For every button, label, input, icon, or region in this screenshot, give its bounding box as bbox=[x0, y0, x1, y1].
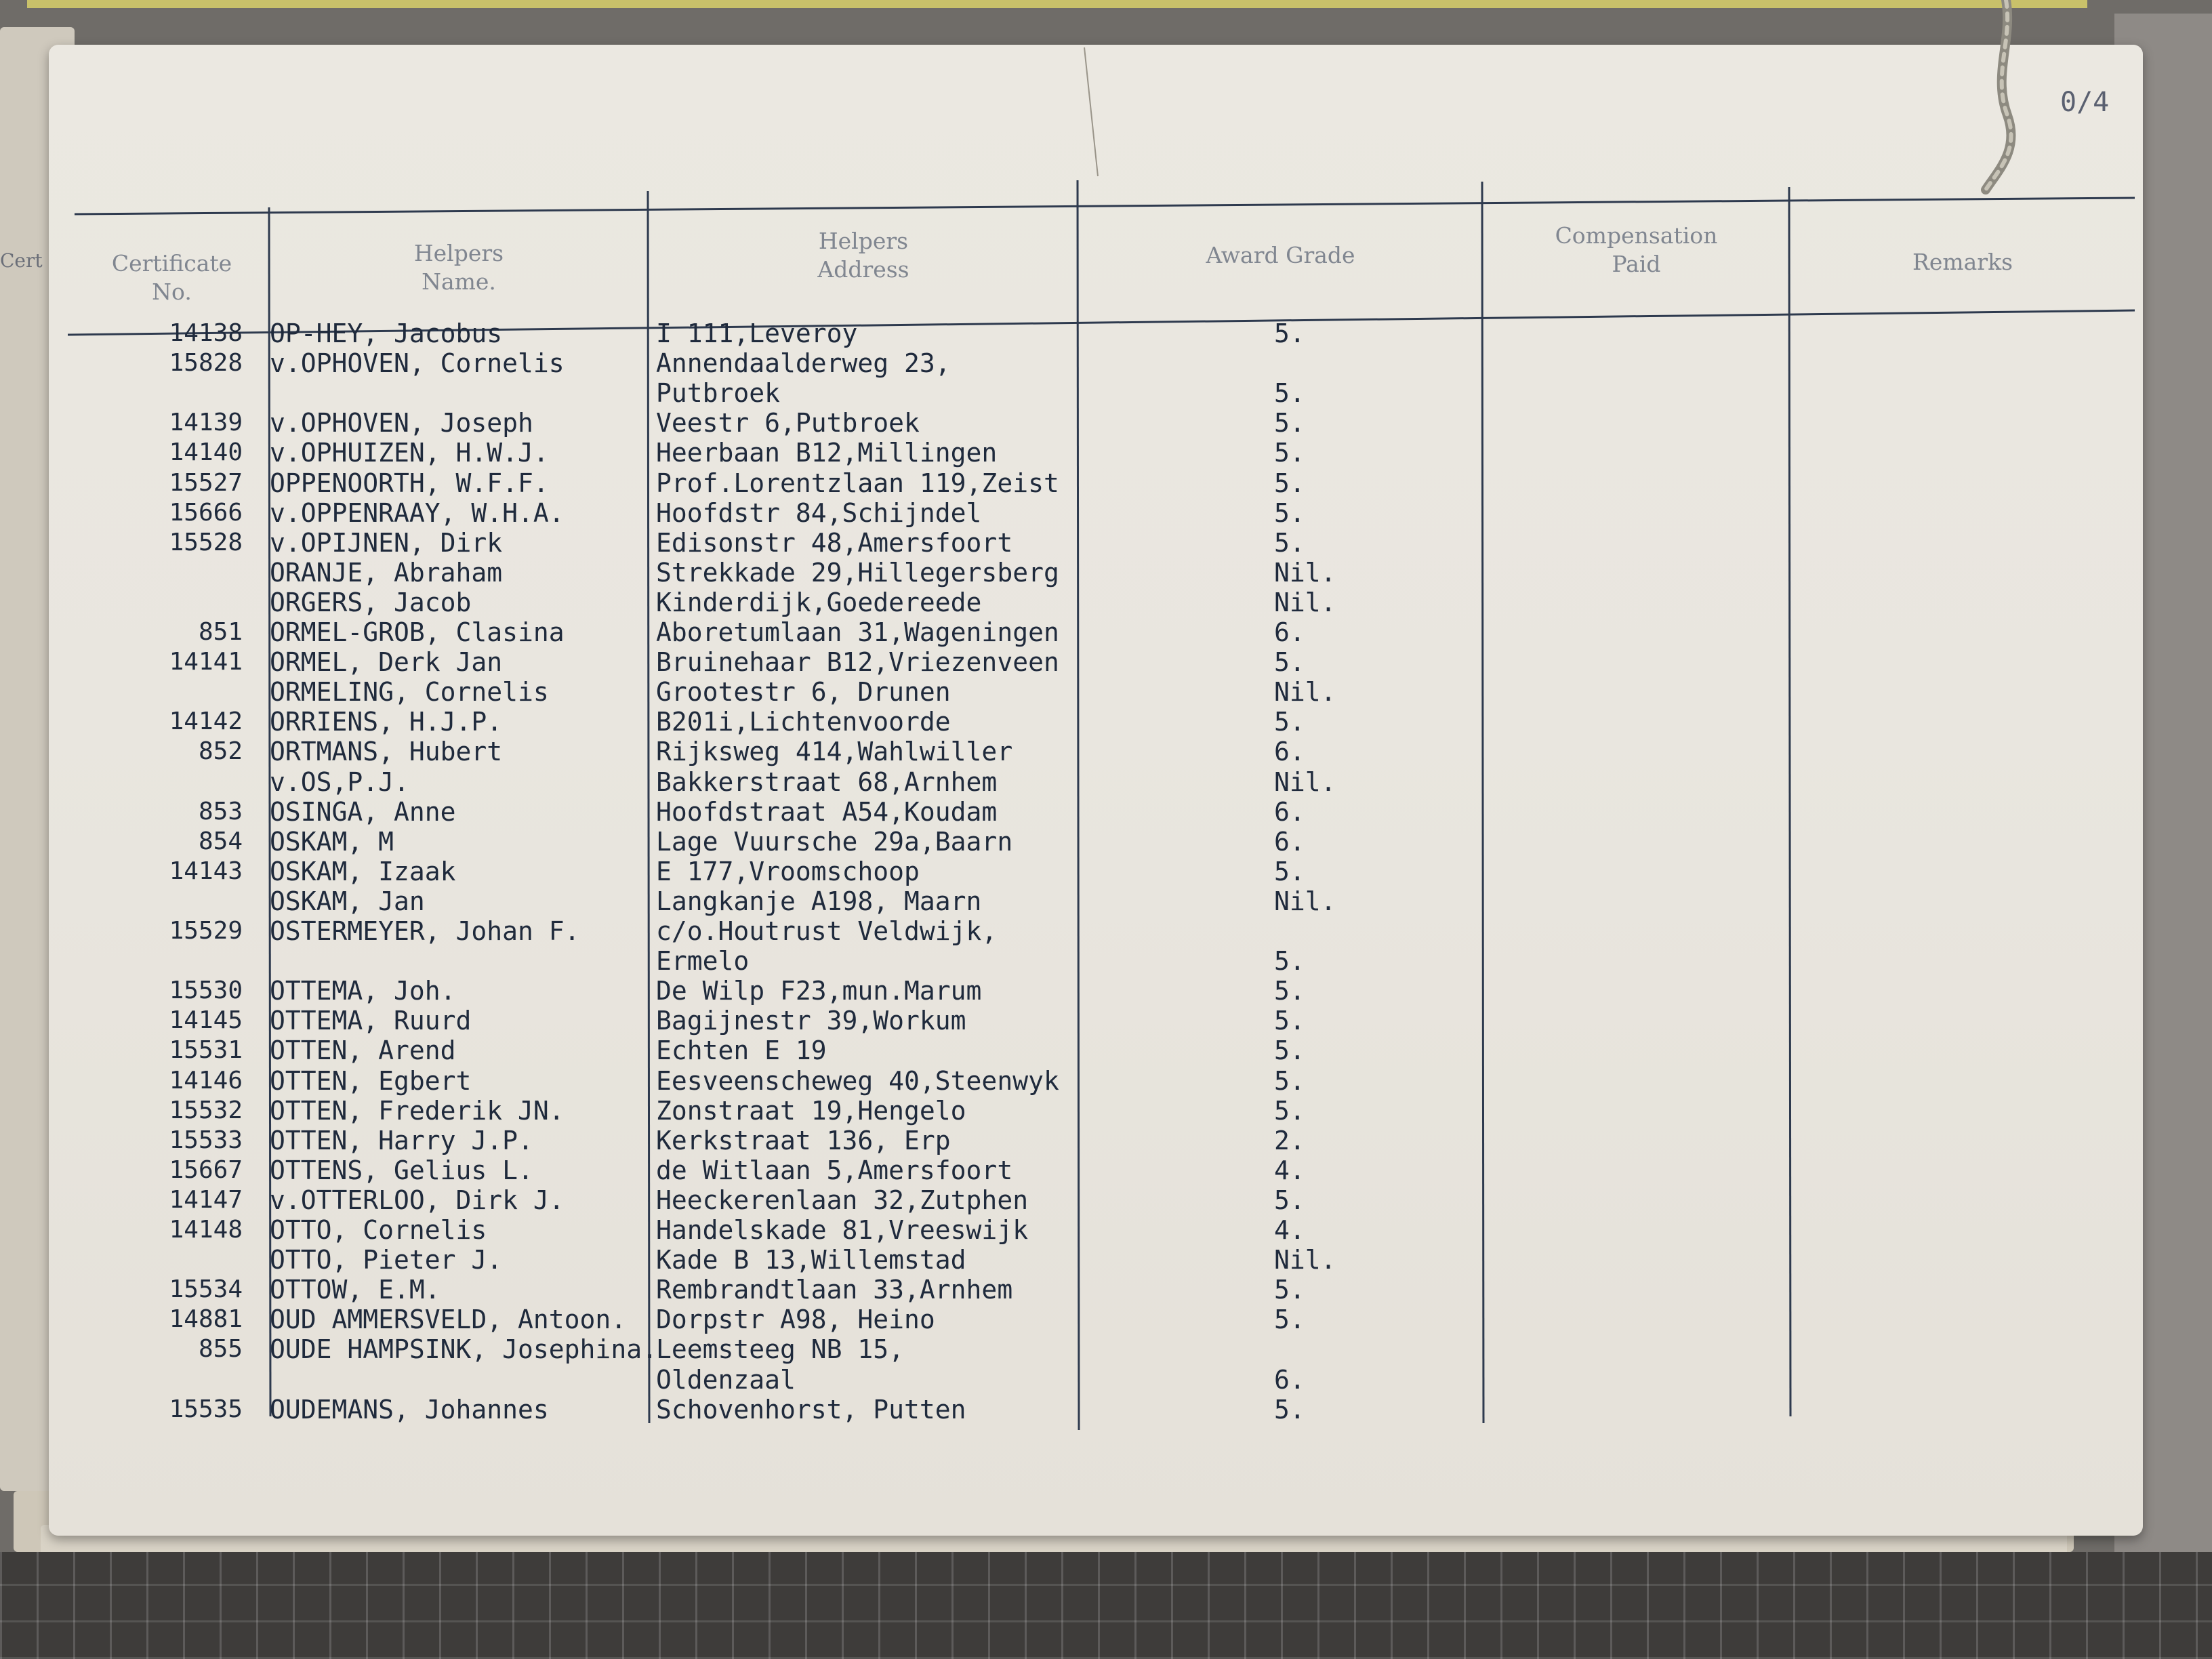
award-grade: 5. bbox=[1274, 647, 1305, 678]
helper-name: v.OPHOVEN, Joseph bbox=[270, 408, 533, 438]
helper-address: Veestr 6,Putbroek bbox=[656, 408, 920, 438]
header-line: Remarks bbox=[1912, 249, 2013, 275]
award-grade: 5. bbox=[1274, 1305, 1305, 1335]
helper-name: OUDEMANS, Johannes bbox=[270, 1394, 549, 1425]
helper-address: Bakkerstraat 68,Arnhem bbox=[656, 766, 998, 797]
table-row bbox=[0, 1155, 1423, 1185]
header-compensation-paid bbox=[1483, 220, 1789, 281]
award-grade: 5. bbox=[1274, 1006, 1305, 1036]
award-grade: 5. bbox=[1274, 976, 1305, 1006]
helper-name: OUD AMMERSVELD, Antoon. bbox=[270, 1305, 627, 1335]
award-grade: 5. bbox=[1274, 1185, 1305, 1215]
helper-address: Eesveenscheweg 40,Steenwyk bbox=[656, 1065, 1059, 1096]
helper-name: v.OTTERLOO, Dirk J. bbox=[270, 1185, 565, 1215]
helper-name: OTTEN, Harry J.P. bbox=[270, 1125, 533, 1155]
cert-number: 14142 bbox=[169, 708, 243, 736]
previous-page-column-fragment: Cert bbox=[0, 249, 43, 272]
helper-name: OSTERMEYER, Johan F. bbox=[270, 916, 580, 946]
table-row bbox=[0, 348, 1423, 378]
header-line: Award Grade bbox=[1206, 242, 1355, 268]
helper-name: OSKAM, Izaak bbox=[270, 856, 456, 886]
helper-address: c/o.Houtrust Veldwijk, bbox=[656, 916, 998, 946]
award-grade: Nil. bbox=[1274, 886, 1336, 916]
helper-address: Edisonstr 48,Amersfoort bbox=[656, 527, 1013, 558]
helper-address: Lage Vuursche 29a,Baarn bbox=[656, 826, 1013, 857]
helper-name: OUDE HAMPSINK, Josephina. bbox=[270, 1334, 657, 1365]
cert-number: 14141 bbox=[169, 648, 243, 676]
helper-name: OSKAM, Jan bbox=[270, 886, 425, 916]
table-row bbox=[0, 946, 1423, 976]
helper-name: v.OPPENRAAY, W.H.A. bbox=[270, 497, 565, 528]
helper-address: Handelskade 81,Vreeswijk bbox=[656, 1215, 1029, 1245]
table-row bbox=[0, 558, 1423, 588]
helper-name: OPPENOORTH, W.F.F. bbox=[270, 468, 549, 498]
header-line: Address bbox=[817, 256, 909, 283]
helper-name: OTTEMA, Ruurd bbox=[270, 1006, 472, 1036]
helper-address: B201i,Lichtenvoorde bbox=[656, 707, 951, 737]
cert-number: 851 bbox=[198, 618, 243, 646]
helper-name: OTTEMA, Joh. bbox=[270, 976, 456, 1006]
table-row bbox=[0, 737, 1423, 766]
helper-address: Kerkstraat 136, Erp bbox=[656, 1125, 951, 1155]
cert-number: 14146 bbox=[169, 1066, 243, 1094]
table-row bbox=[0, 588, 1423, 617]
helper-name: v.OPHOVEN, Cornelis bbox=[270, 348, 565, 379]
cert-number: 15534 bbox=[169, 1275, 243, 1304]
table-row bbox=[0, 1036, 1423, 1065]
helper-address: Kade B 13,Willemstad bbox=[656, 1245, 966, 1275]
helper-name: ORANJE, Abraham bbox=[270, 557, 503, 588]
helper-address: Echten E 19 bbox=[656, 1036, 827, 1066]
award-grade: 2. bbox=[1274, 1125, 1305, 1155]
helper-address: Leemsteeg NB 15, bbox=[656, 1334, 905, 1365]
award-grade: 5. bbox=[1274, 438, 1305, 468]
award-grade: 5. bbox=[1274, 527, 1305, 558]
header-line: Name. bbox=[422, 268, 496, 295]
table-row bbox=[0, 1006, 1423, 1036]
header-certificate-no bbox=[75, 244, 269, 312]
helper-address: Aboretumlaan 31,Wageningen bbox=[656, 617, 1059, 647]
helper-address: Ermelo bbox=[656, 946, 750, 977]
award-grade: 4. bbox=[1274, 1155, 1305, 1185]
award-grade: Nil. bbox=[1274, 557, 1336, 588]
cert-number: 15528 bbox=[169, 528, 243, 556]
helper-name: ORRIENS, H.J.P. bbox=[270, 707, 503, 737]
helper-address: Oldenzaal bbox=[656, 1364, 796, 1395]
helper-name: ORMEL-GROB, Clasina bbox=[270, 617, 565, 647]
award-grade: 5. bbox=[1274, 1275, 1305, 1305]
cert-number: 14881 bbox=[169, 1305, 243, 1334]
table-row bbox=[0, 1334, 1423, 1364]
helper-name: ORGERS, Jacob bbox=[270, 587, 472, 617]
helper-name: OP-HEY, Jacobus bbox=[270, 319, 503, 348]
helper-name: ORTMANS, Hubert bbox=[270, 737, 503, 767]
cert-number: 852 bbox=[198, 737, 243, 766]
table-row bbox=[0, 319, 1423, 348]
header-line: No. bbox=[152, 279, 192, 305]
award-grade: 6. bbox=[1274, 796, 1305, 827]
helper-name: OSINGA, Anne bbox=[270, 796, 456, 827]
header-line: Certificate bbox=[111, 250, 232, 276]
table-row bbox=[0, 528, 1423, 558]
helper-address: Annendaalderweg 23, bbox=[656, 348, 951, 379]
award-grade: Nil. bbox=[1274, 587, 1336, 617]
award-grade: 5. bbox=[1274, 319, 1305, 348]
cert-number: 14139 bbox=[169, 409, 243, 437]
award-grade: 6. bbox=[1274, 1364, 1305, 1395]
table-row bbox=[0, 1245, 1423, 1275]
helper-name: OTTO, Pieter J. bbox=[270, 1245, 503, 1275]
header-remarks bbox=[1790, 245, 2135, 279]
award-grade: 5. bbox=[1274, 707, 1305, 737]
award-grade: 5. bbox=[1274, 497, 1305, 528]
helper-name: OSKAM, M bbox=[270, 826, 394, 857]
cert-number: 15529 bbox=[169, 917, 243, 945]
helper-name: OTTEN, Frederik JN. bbox=[270, 1095, 565, 1126]
cert-number: 15531 bbox=[169, 1036, 243, 1065]
award-grade: Nil. bbox=[1274, 677, 1336, 708]
helper-address: E 177,Vroomschoop bbox=[656, 856, 920, 886]
cert-number: 14140 bbox=[169, 438, 243, 467]
header-line: Paid bbox=[1612, 251, 1661, 277]
cert-number: 14147 bbox=[169, 1185, 243, 1214]
helper-address: Grootestr 6, Drunen bbox=[656, 677, 951, 708]
award-grade: 5. bbox=[1274, 468, 1305, 498]
cert-number: 854 bbox=[198, 827, 243, 855]
helper-name: OTTOW, E.M. bbox=[270, 1275, 441, 1305]
helper-name: v.OPHUIZEN, H.W.J. bbox=[270, 438, 549, 468]
helper-address: Rijksweg 414,Wahlwiller bbox=[656, 737, 1013, 767]
table-row bbox=[0, 1305, 1423, 1334]
table-row bbox=[0, 1066, 1423, 1096]
header-line: Helpers bbox=[413, 240, 504, 266]
helper-name: ORMEL, Derk Jan bbox=[270, 647, 503, 678]
table-row bbox=[0, 617, 1423, 647]
helper-address: Dorpstr A98, Heino bbox=[656, 1305, 935, 1335]
award-grade: 5. bbox=[1274, 1394, 1305, 1425]
table-row bbox=[0, 916, 1423, 946]
award-grade: Nil. bbox=[1274, 766, 1336, 797]
award-grade: 5. bbox=[1274, 378, 1305, 409]
cert-number: 15527 bbox=[169, 468, 243, 497]
table-row bbox=[0, 707, 1423, 737]
helper-address: Heeckerenlaan 32,Zutphen bbox=[656, 1185, 1029, 1215]
helper-address: I 111,Leveroy bbox=[656, 319, 858, 348]
table-row bbox=[0, 1395, 1423, 1425]
award-grade: 4. bbox=[1274, 1215, 1305, 1245]
cert-number: 14143 bbox=[169, 857, 243, 885]
award-grade: 5. bbox=[1274, 856, 1305, 886]
table-row bbox=[0, 677, 1423, 707]
helper-address: Bruinehaar B12,Vriezenveen bbox=[656, 647, 1059, 678]
helper-name: OTTEN, Egbert bbox=[270, 1065, 472, 1096]
cert-number: 14145 bbox=[169, 1006, 243, 1035]
helper-address: Kinderdijk,Goedereede bbox=[656, 587, 982, 617]
table-row bbox=[0, 468, 1423, 498]
helper-address: Prof.Lorentzlaan 119,Zeist bbox=[656, 468, 1059, 498]
helper-address: De Wilp F23,mun.Marum bbox=[656, 976, 982, 1006]
helper-address: Zonstraat 19,Hengelo bbox=[656, 1095, 966, 1126]
header-helpers-address bbox=[649, 225, 1078, 286]
table-row bbox=[0, 378, 1423, 408]
award-grade: Nil. bbox=[1274, 1245, 1336, 1275]
table-row bbox=[0, 408, 1423, 438]
award-grade: 5. bbox=[1274, 1065, 1305, 1096]
table-row bbox=[0, 1185, 1423, 1215]
header-award-grade bbox=[1079, 239, 1482, 272]
table-row bbox=[0, 857, 1423, 886]
helper-address: Hoofdstr 84,Schijndel bbox=[656, 497, 982, 528]
cert-number: 14148 bbox=[169, 1216, 243, 1244]
header-line: Compensation bbox=[1555, 222, 1718, 249]
helper-address: Bagijnestr 39,Workum bbox=[656, 1006, 966, 1036]
helper-name: ORMELING, Cornelis bbox=[270, 677, 549, 708]
table-row bbox=[0, 1215, 1423, 1245]
header-line: Helpers bbox=[818, 228, 909, 254]
award-grade: 6. bbox=[1274, 826, 1305, 857]
helper-name: OTTENS, Gelius L. bbox=[270, 1155, 533, 1185]
table-row bbox=[0, 498, 1423, 528]
award-grade: 5. bbox=[1274, 1036, 1305, 1066]
helper-address: Schovenhorst, Putten bbox=[656, 1394, 966, 1425]
helper-address: Heerbaan B12,Millingen bbox=[656, 438, 998, 468]
table-row bbox=[0, 886, 1423, 916]
helper-address: Hoofdstraat A54,Koudam bbox=[656, 796, 998, 827]
table-row bbox=[0, 438, 1423, 468]
helper-name: OTTO, Cornelis bbox=[270, 1215, 487, 1245]
cert-number: 15535 bbox=[169, 1395, 243, 1423]
cert-number: 15828 bbox=[169, 349, 243, 377]
header-helpers-name bbox=[270, 237, 648, 298]
cert-number: 15532 bbox=[169, 1096, 243, 1124]
helper-name: v.OS,P.J. bbox=[270, 766, 409, 797]
table-row bbox=[0, 1365, 1423, 1395]
helper-address: Langkanje A198, Maarn bbox=[656, 886, 982, 916]
helper-name: OTTEN, Arend bbox=[270, 1036, 456, 1066]
cert-number: 15533 bbox=[169, 1126, 243, 1154]
cert-number: 15666 bbox=[169, 498, 243, 527]
helper-address: de Witlaan 5,Amersfoort bbox=[656, 1155, 1013, 1185]
cert-number: 853 bbox=[198, 797, 243, 825]
helper-address: Rembrandtlaan 33,Arnhem bbox=[656, 1275, 1013, 1305]
award-grade: 6. bbox=[1274, 617, 1305, 647]
table-row bbox=[0, 647, 1423, 677]
helper-address: Putbroek bbox=[656, 378, 781, 409]
award-grade: 5. bbox=[1274, 408, 1305, 438]
award-grade: 5. bbox=[1274, 1095, 1305, 1126]
table-row bbox=[0, 797, 1423, 827]
cert-number: 15530 bbox=[169, 977, 243, 1005]
table-row bbox=[0, 1096, 1423, 1126]
cert-number: 855 bbox=[198, 1335, 243, 1364]
table-row bbox=[0, 976, 1423, 1006]
award-grade: 5. bbox=[1274, 946, 1305, 977]
award-grade: 6. bbox=[1274, 737, 1305, 767]
helper-address: Strekkade 29,Hillegersberg bbox=[656, 557, 1059, 588]
cert-number: 14138 bbox=[169, 319, 243, 347]
cert-number: 15667 bbox=[169, 1155, 243, 1184]
page-reference: 0/4 bbox=[2060, 87, 2110, 118]
table-row bbox=[0, 1275, 1423, 1305]
table-row bbox=[0, 1126, 1423, 1155]
table-row bbox=[0, 767, 1423, 797]
helper-name: v.OPIJNEN, Dirk bbox=[270, 527, 503, 558]
table-row bbox=[0, 827, 1423, 857]
